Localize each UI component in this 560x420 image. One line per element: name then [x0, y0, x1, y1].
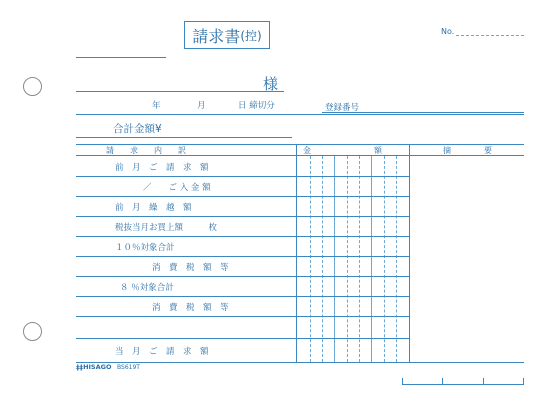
digit-sep — [347, 156, 348, 362]
footer-code: BS619T — [117, 364, 140, 371]
date-row-line — [76, 114, 524, 115]
number-field[interactable] — [456, 35, 524, 36]
row-line — [76, 276, 410, 277]
row-label-10pct-tax: 消 費 税 額 等 — [152, 263, 229, 273]
brand-icon: ǂǂ — [76, 363, 84, 371]
remarks-header-right: 要 — [484, 146, 492, 155]
ruler-tick — [483, 378, 484, 384]
row-label-carryover: 前 月 繰 越 額 — [115, 203, 192, 213]
bottom-ruler — [402, 384, 524, 385]
digit-sep — [371, 156, 372, 362]
digit-sep — [334, 156, 335, 362]
ruler-tick — [442, 378, 443, 384]
total-amount-field[interactable] — [180, 118, 292, 134]
digit-sep — [322, 156, 323, 362]
registration-line — [322, 112, 524, 113]
desc-header: 請 求 内 訳 — [106, 146, 186, 155]
row-line — [76, 316, 410, 317]
row-label-current-billing: 当 月 ご 請 求 額 — [115, 347, 209, 357]
title-text: 請求書 — [192, 26, 241, 46]
top-left-line — [76, 57, 166, 58]
honorific: 様 — [263, 75, 279, 93]
row-label-10pct-total: １０％対象合計 — [115, 243, 175, 253]
brand-name: HISAGO — [83, 363, 112, 371]
row-line — [76, 176, 410, 177]
row-label-8pct-tax: 消 費 税 額 等 — [152, 303, 229, 313]
row-label-8pct-total: ８ ％対象合計 — [120, 283, 174, 293]
ruler-tick — [402, 378, 403, 384]
year-label: 年 — [152, 101, 161, 111]
number-label: No. — [441, 27, 455, 36]
registration-label: 登録番号 — [325, 103, 360, 113]
total-label: 合計金額¥ — [113, 123, 162, 135]
row-line — [76, 296, 410, 297]
digit-sep — [396, 156, 397, 362]
digit-sep — [359, 156, 360, 362]
amount-header-left: 金 — [303, 146, 311, 155]
addressee-line — [76, 91, 284, 92]
row-line — [76, 196, 410, 197]
punch-hole-top — [23, 77, 42, 96]
table-bottom-border — [76, 362, 524, 363]
digit-sep — [384, 156, 385, 362]
closing-label: 日 締切分 — [238, 101, 275, 111]
ruler-tick — [523, 378, 524, 384]
month-label: 月 — [197, 101, 206, 111]
digit-sep — [310, 156, 311, 362]
footer-brand — [76, 363, 112, 371]
amount-header-right: 額 — [374, 146, 382, 155]
row-label-purchases: 税抜当月お買上額 枚 — [115, 223, 218, 233]
row-label-payment: ／ ご 入 金 額 — [143, 183, 211, 193]
title-suffix: (控) — [240, 28, 262, 43]
addressee-field[interactable] — [76, 72, 256, 90]
row-line — [76, 256, 410, 257]
document-title — [184, 21, 270, 49]
row-line — [76, 338, 410, 339]
remarks-header-left: 摘 — [443, 146, 451, 155]
row-line — [76, 216, 410, 217]
row-label-prev-billing: 前 月 ご 請 求 額 — [115, 163, 209, 173]
punch-hole-bottom — [23, 322, 42, 341]
row-line — [76, 236, 410, 237]
total-underline — [76, 137, 292, 138]
